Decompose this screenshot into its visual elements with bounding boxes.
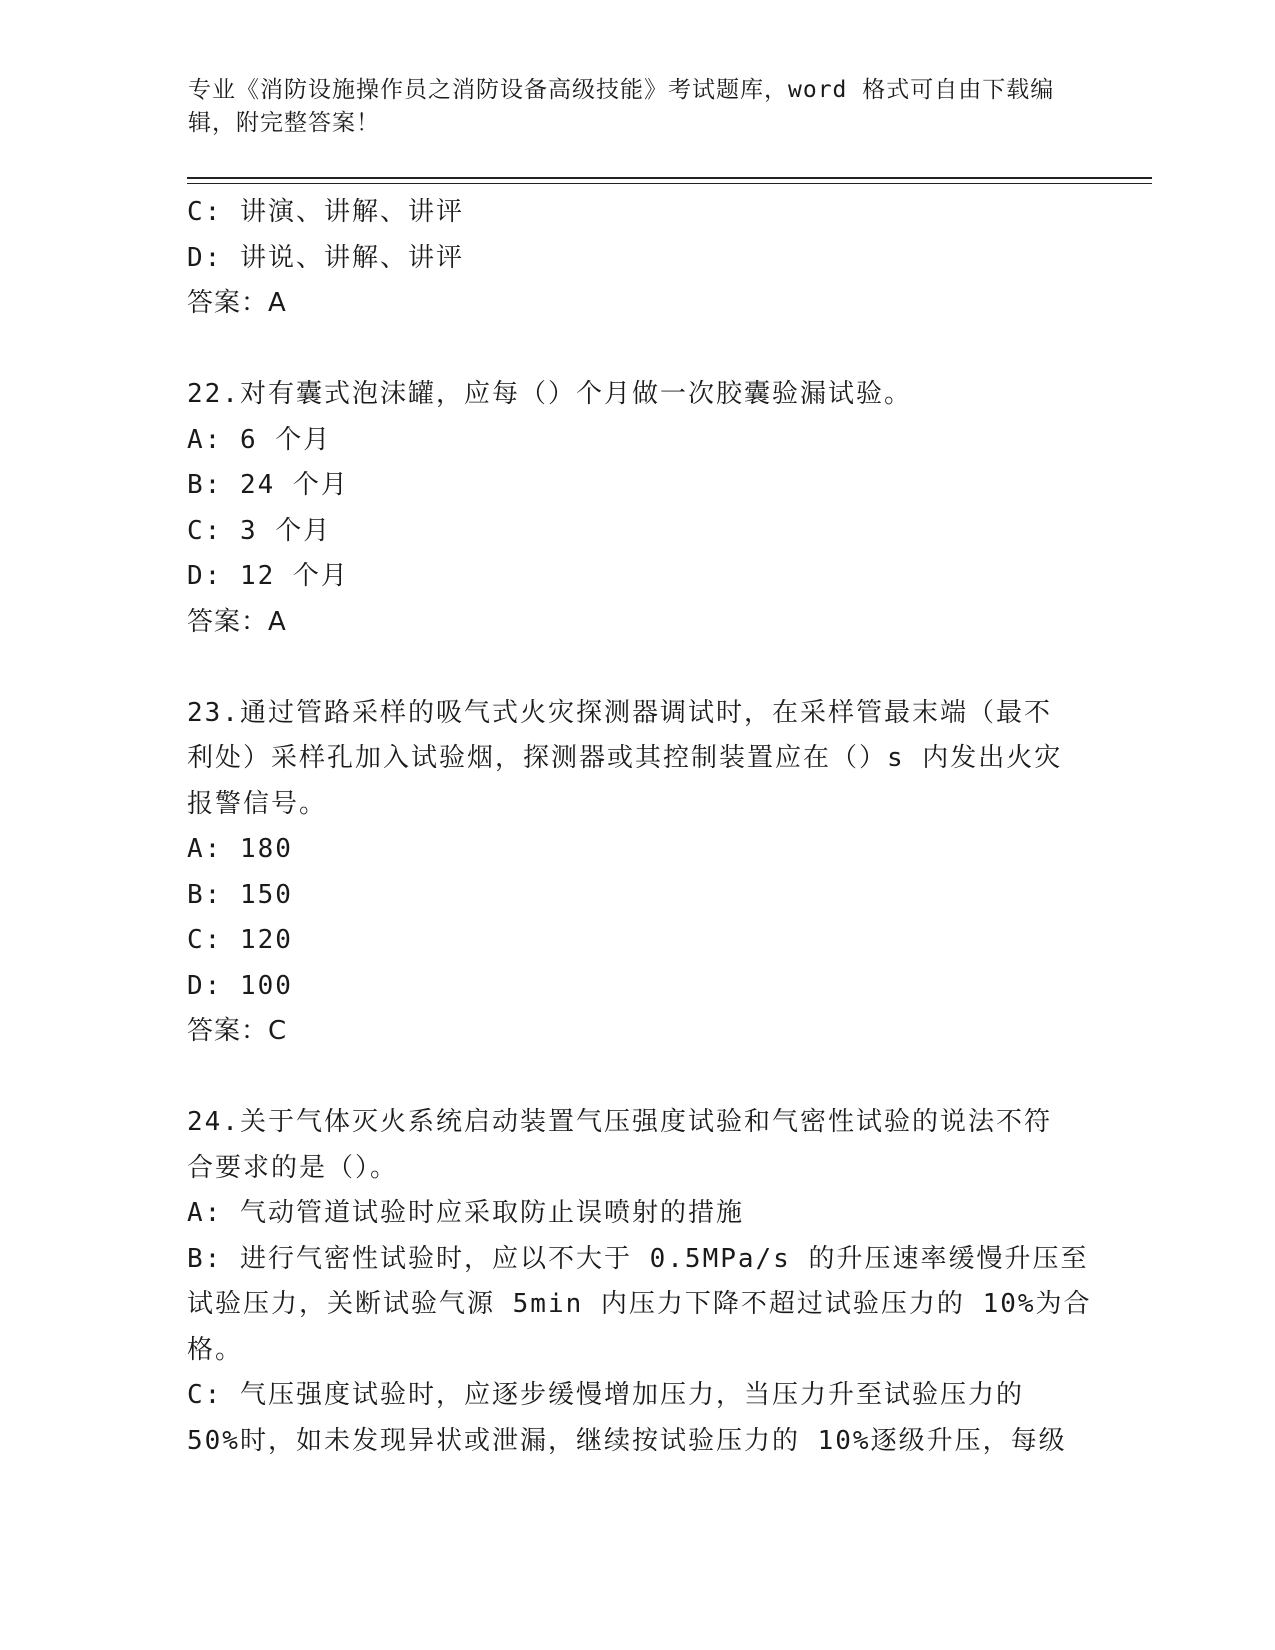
answer-line: 答案：C	[187, 1016, 288, 1046]
question-stem: 24.关于气体灭火系统启动装置气压强度试验和气密性试验的说法不符	[187, 1107, 1052, 1137]
option-a: A: 6 个月	[187, 424, 332, 455]
header-divider	[187, 177, 1152, 179]
option-b: B: 进行气密性试验时，应以不大于 0.5MPa/s 的升压速率缓慢升压至	[187, 1243, 1089, 1274]
question-stem: 利处）采样孔加入试验烟，探测器或其控制装置应在（）s 内发出火灾	[187, 743, 1063, 773]
option-a: A: 180	[187, 834, 293, 864]
option-b-cont: 试验压力，关断试验气源 5min 内压力下降不超过试验压力的 10%为合	[187, 1289, 1092, 1319]
answer-line: 答案：A	[187, 606, 287, 637]
question-block-24	[187, 1100, 1092, 1464]
option-c: C: 讲演、讲解、讲评	[187, 197, 464, 227]
option-d: D: 100	[187, 970, 293, 1001]
header-divider-thin	[187, 183, 1152, 184]
option-c: C: 120	[187, 925, 293, 955]
option-c: C: 气压强度试验时，应逐步缓慢增加压力，当压力升至试验压力的	[187, 1380, 1024, 1410]
page-header	[188, 74, 1068, 140]
header-line-2: 辑，附完整答案！	[188, 110, 380, 136]
question-block-22	[187, 372, 1087, 645]
question-stem: 报警信号。	[187, 788, 328, 819]
question-stem: 23.通过管路采样的吸气式火灾探测器调试时，在采样管最末端（最不	[187, 697, 1052, 728]
question-block-21	[187, 190, 1087, 327]
option-b-cont: 格。	[187, 1334, 244, 1365]
option-c: C: 3 个月	[187, 515, 332, 546]
question-block-23	[187, 691, 1087, 1055]
header-line-1: 专业《消防设施操作员之消防设备高级技能》考试题库，word 格式可自由下载编	[188, 77, 1055, 103]
question-list	[187, 190, 1092, 1464]
option-b: B: 24 个月	[187, 470, 349, 500]
option-c-cont: 50%时，如未发现异状或泄漏，继续按试验压力的 10%逐级升压，每级	[187, 1425, 1067, 1456]
option-b: B: 150	[187, 879, 293, 910]
option-a: A: 气动管道试验时应采取防止误喷射的措施	[187, 1198, 744, 1228]
option-d: D: 12 个月	[187, 561, 349, 591]
option-d: D: 讲说、讲解、讲评	[187, 242, 464, 273]
answer-line: 答案：A	[187, 288, 287, 318]
question-stem: 合要求的是（）。	[187, 1152, 399, 1183]
question-stem: 22.对有囊式泡沫罐，应每（）个月做一次胶囊验漏试验。	[187, 379, 912, 409]
